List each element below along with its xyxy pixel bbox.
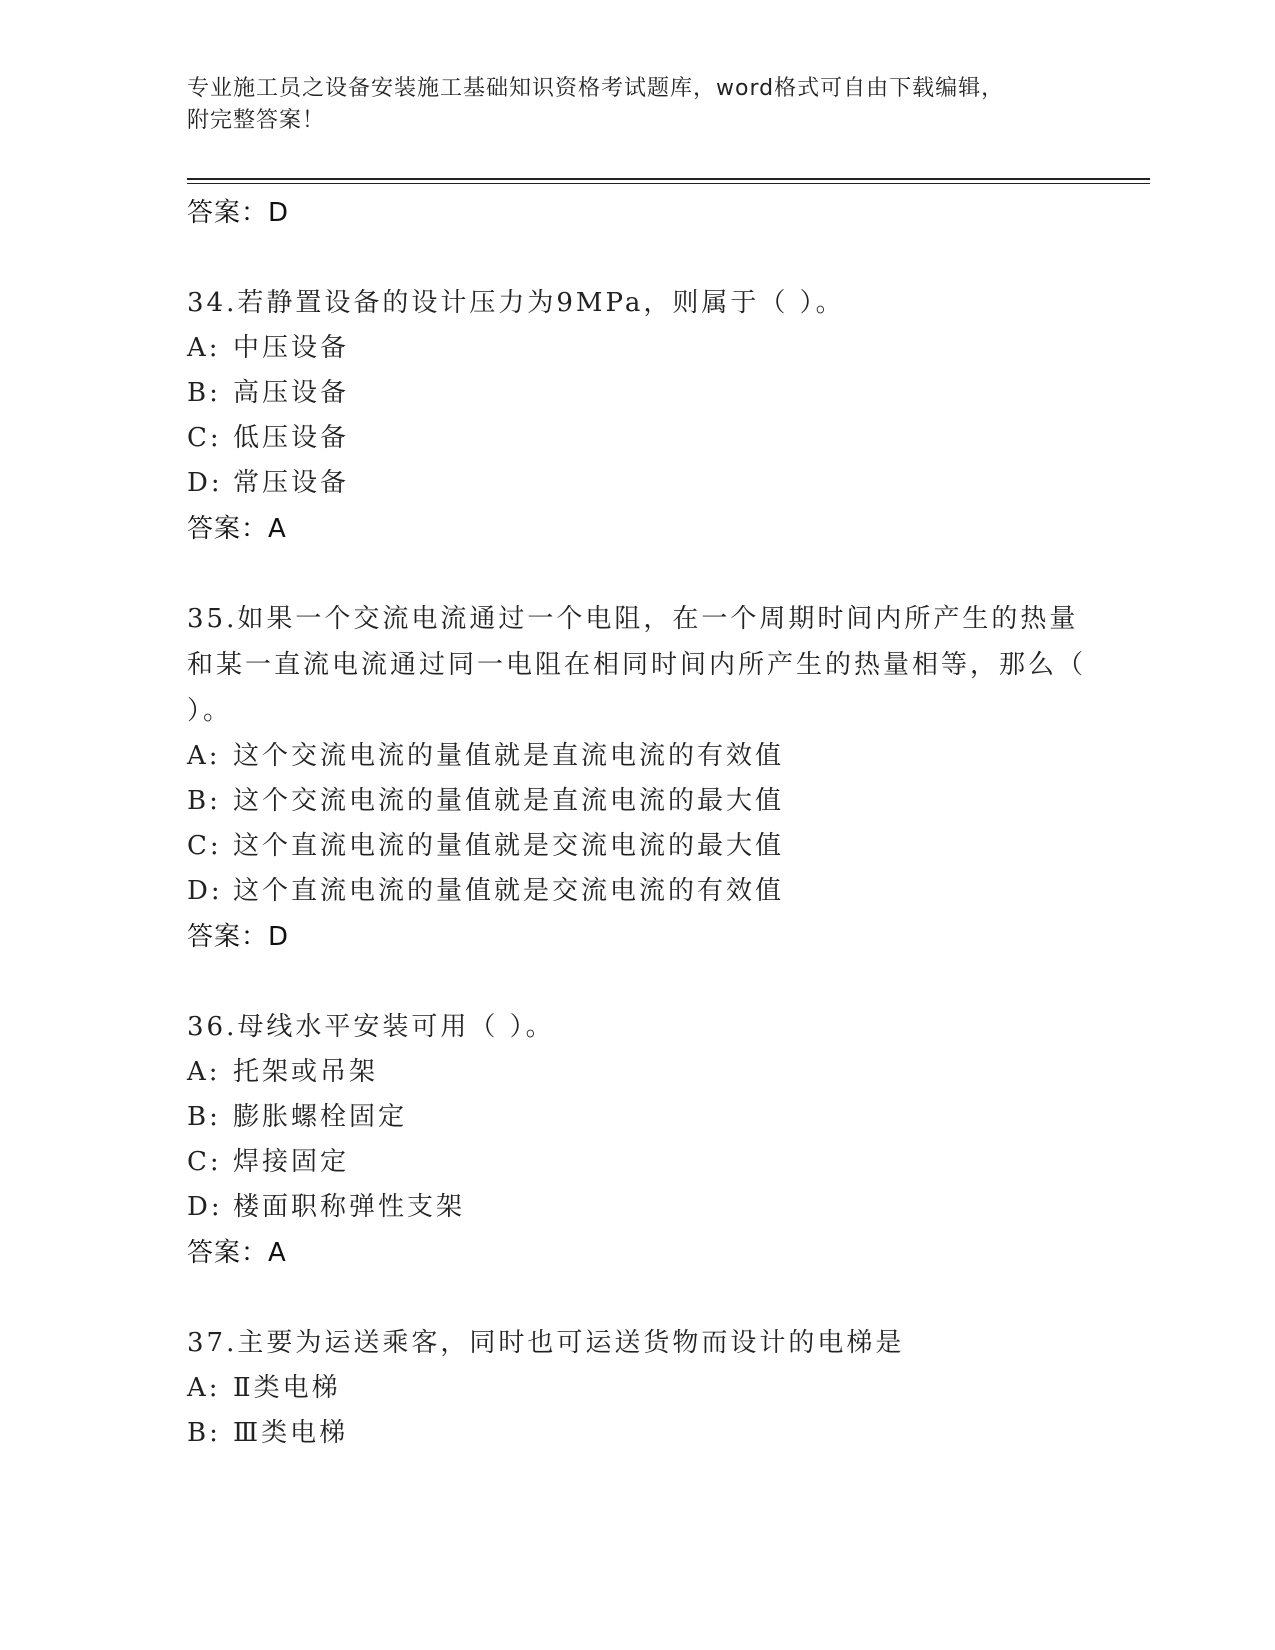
option-a: A: Ⅱ类电梯 [187,1373,341,1403]
question-37: 37.主要为运送乘客，同时也可运送货物而设计的电梯是 [187,1328,905,1358]
option-b: B: 高压设备 [187,378,350,408]
answer-line: 答案：D [187,922,290,952]
option-c: C: 这个直流电流的量值就是交流电流的最大值 [187,831,785,861]
option-a: A: 中压设备 [187,333,350,363]
answer-line: 答案：A [187,1238,287,1268]
answer-line: 答案：D [187,198,290,228]
answer-line: 答案：A [187,514,287,544]
option-c: C: 焊接固定 [187,1147,350,1177]
option-c: C: 低压设备 [187,423,350,453]
option-d: D: 常压设备 [187,468,350,498]
question-34: 34.若静置设备的设计压力为9MPa，则属于（ ）。 [187,288,845,318]
question-36: 36.母线水平安装可用（ ）。 [187,1012,555,1042]
header-line-2: 附完整答案！ [187,108,326,133]
option-a: A: 托架或吊架 [187,1057,379,1087]
header-rule [187,178,1150,180]
header-line-1: 专业施工员之设备安装施工基础知识资格考试题库，word格式可自由下载编辑， [187,76,1005,101]
option-b: B: Ⅲ类电梯 [187,1418,349,1448]
header-rule-thin [187,183,1150,184]
option-b: B: 膨胀螺栓固定 [187,1102,408,1132]
document-header [187,73,1087,137]
question-35: 35.如果一个交流电流通过一个电阻，在一个周期时间内所产生的热量和某一直流电流通过同一电阻在相同时间内所产生的热量相等，那么（ ）。 [187,604,1087,726]
option-d: D: 楼面职称弹性支架 [187,1192,466,1222]
option-d: D: 这个直流电流的量值就是交流电流的有效值 [187,876,785,906]
question-list [187,190,1087,1456]
option-a: A: 这个交流电流的量值就是直流电流的有效值 [187,741,785,771]
option-b: B: 这个交流电流的量值就是直流电流的最大值 [187,786,785,816]
